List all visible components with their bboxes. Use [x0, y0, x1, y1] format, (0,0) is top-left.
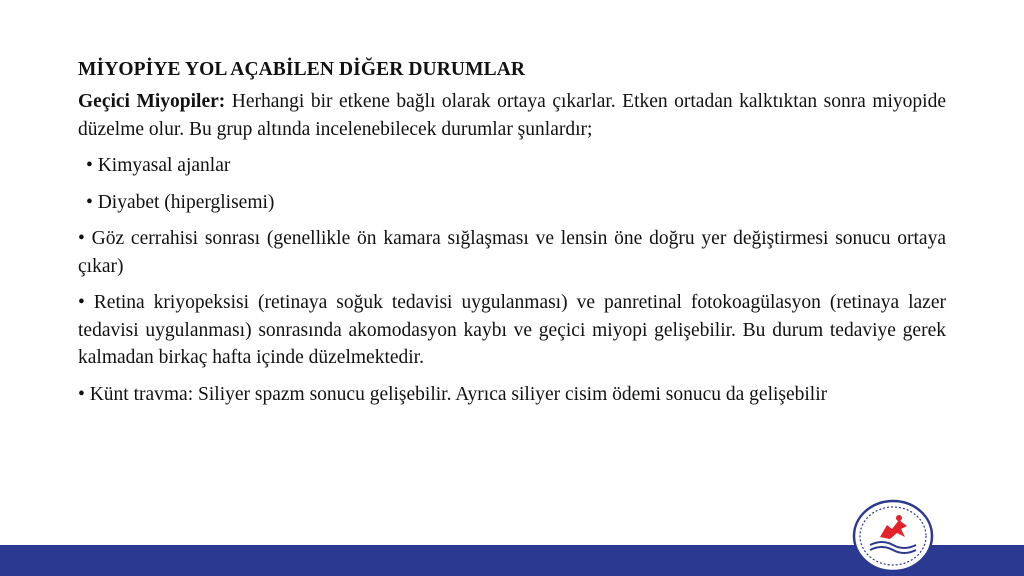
- slide-title: MİYOPİYE YOL AÇABİLEN DİĞER DURUMLAR: [78, 59, 526, 80]
- slide-content: [78, 56, 946, 417]
- intro-text: Herhangi bir etkene bağlı olarak ortaya çıkarlar. Etken ortadan kalktıktan sonra miyopide düzelme olur. Bu grup altında incelenebilecek durumlar şunlardır;: [78, 91, 946, 140]
- list-item: • Kimyasal ajanlar: [86, 155, 231, 176]
- university-logo-icon: [852, 499, 934, 573]
- list-item: • Göz cerrahisi sonrası (genellikle ön kamara sığlaşması ve lensin öne doğru yer değiştirmesi sonucu ortaya çıkar): [78, 228, 946, 277]
- intro-lead: Geçici Miyopiler:: [78, 91, 226, 112]
- list-item: • Künt travma: Siliyer spazm sonucu gelişebilir. Ayrıca siliyer cisim ödemi sonucu da gelişebilir: [78, 383, 828, 405]
- intro-paragraph: [78, 88, 946, 143]
- list-item: • Retina kriyopeksisi (retinaya soğuk tedavisi uygulanması) ve panretinal fotokoagülasyon (retinaya lazer tedavisi uygulanması) sonrasında akomodasyon kaybı ve geçici miyopi gelişebilir. Bu durum tedaviye gerek kalmadan birkaç hafta içinde düzelmektedir.: [78, 292, 946, 368]
- list-item: • Diyabet (hiperglisemi): [86, 191, 275, 213]
